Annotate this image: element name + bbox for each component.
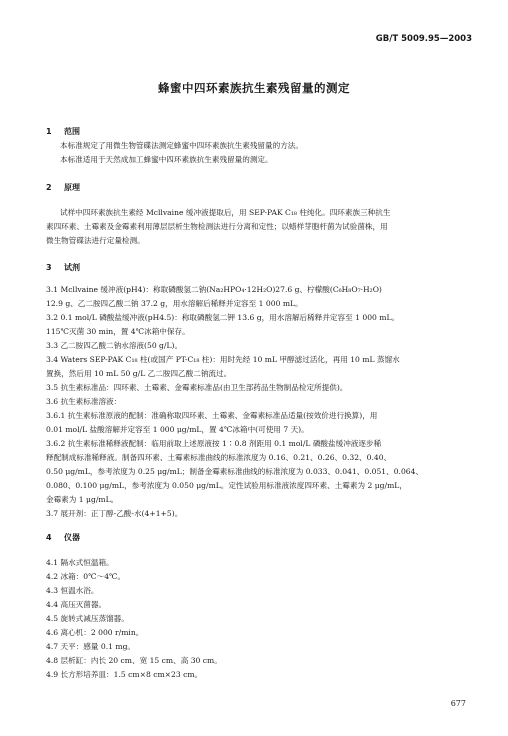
paragraph-line: 0.01 mol/L 盐酸溶解并定容至 1 000 μg/mL，置 4℃冰箱中(可使用 7 天)。 <box>46 425 309 434</box>
section-heading-reagents <box>46 262 80 273</box>
paragraph-line: 4.3 恒温水浴。 <box>46 586 99 595</box>
section-title: 原理 <box>64 183 80 192</box>
section-heading-principle <box>46 182 80 193</box>
section-number: 3 <box>46 263 52 272</box>
section-title: 范围 <box>64 127 80 136</box>
paragraph-line: 置换，然后用 10 mL 50 g/L 乙二胺四乙酸二钠流过。 <box>46 369 232 378</box>
section-title: 试剂 <box>64 263 80 272</box>
paragraph-line: 3.5 抗生素标准品：四环素、土霉素、金霉素标准品(由卫生部药品生物制品检定所提供)。 <box>46 383 348 392</box>
page-number: 677 <box>450 699 466 708</box>
paragraph-line: 3.2 0.1 mol/L 磷酸盐缓冲液(pH4.5)：称取磷酸氢二钾 13.6 g，用水溶解后稀释并定容至 1 000 mL。 <box>46 313 400 322</box>
paragraph-line: 4.8 层析缸：内长 20 cm、宽 15 cm、高 30 cm。 <box>46 656 222 665</box>
paragraph-line: 4.4 高压灭菌器。 <box>46 600 107 609</box>
paragraph-line: 3.1 Mcllvaine 缓冲液(pH4)：称取磷酸氢二钠(Na₂HPO₄·12H₂O)27.6 g、柠檬酸(C₆H₈O₇·H₂O) <box>46 285 382 294</box>
section-number: 2 <box>46 183 52 192</box>
section-title: 仪器 <box>64 533 80 542</box>
paragraph-line: 4.7 天平：感量 0.1 mg。 <box>46 642 136 651</box>
paragraph-line: 3.3 乙二胺四乙酸二钠水溶液(50 g/L)。 <box>46 341 183 350</box>
paragraph-line: 本标准适用于天然成加工蜂蜜中四环素族抗生素残留量的测定。 <box>60 155 273 164</box>
section-heading-scope <box>46 126 80 137</box>
section-heading-apparatus <box>46 532 80 543</box>
paragraph-line: 4.5 旋转式减压蒸馏器。 <box>46 614 129 623</box>
paragraph-line: 3.6.1 抗生素标准原液的配制：准确称取四环素、土霉素、金霉素标准品适量(按效价进行换算)，用 <box>46 411 378 420</box>
paragraph-line: 3.4 Waters SEP-PAK C₁₈ 柱(或国产 PT-C₁₈ 柱)：用时先经 10 mL 甲醇滤过活化，再用 10 mL 蒸馏水 <box>46 355 400 364</box>
paragraph-line: 4.9 长方形培养皿：1.5 cm×8 cm×23 cm。 <box>46 670 203 679</box>
paragraph-line: 12.9 g、乙二胺四乙酸二钠 37.2 g，用水溶解后稀释并定容至 1 000 mL。 <box>46 299 303 308</box>
paragraph-line: 4.1 隔水式恒温箱。 <box>46 558 114 567</box>
paragraph-line: 4.2 冰箱：0℃～4℃。 <box>46 572 126 581</box>
paragraph-line: 0.080、0.100 μg/mL，参考浓度为 0.050 μg/mL。定性试验用标准液浓度四环素、土霉素为 2 μg/mL， <box>46 481 407 490</box>
paragraph-line: 金霉素为 1 μg/mL。 <box>46 495 119 504</box>
paragraph-line: 素四环素、土霉素及金霉素利用薄层层析生物检测法进行分离和定性；以蜡样芽胞杆菌为试验菌株，用 <box>46 222 388 231</box>
paragraph-line: 微生物管碟法进行定量检测。 <box>46 236 145 245</box>
paragraph-line: 本标准规定了用微生物管碟法测定蜂蜜中四环素族抗生素残留量的方法。 <box>60 141 303 150</box>
paragraph-line: 4.6 离心机：2 000 r/min。 <box>46 628 144 637</box>
paragraph-line: 试样中四环素族抗生素经 Mcllvaine 缓冲液提取后，用 SEP-PAK C₁₈ 柱纯化。四环素族三种抗生 <box>60 208 391 217</box>
page-title: 蜂蜜中四环素族抗生素残留量的测定 <box>158 81 350 95</box>
paragraph-line: 0.50 μg/mL，参考浓度为 0.25 μg/mL；制备金霉素标准曲线的标准浓度为 0.033、0.041、0.051、0.064、 <box>46 467 424 476</box>
section-number: 4 <box>46 533 52 542</box>
section-number: 1 <box>46 127 52 136</box>
paragraph-line: 3.7 展开剂：正丁醇-乙酸-水(4+1+5)。 <box>46 509 183 518</box>
paragraph-line: 115℃灭菌 30 min，置 4℃冰箱中保存。 <box>46 327 190 336</box>
paragraph-line: 释配制成标准稀释液。制备四环素、土霉素标准曲线的标准浓度为 0.16、0.21、0.26、0.32、0.40、 <box>46 453 392 462</box>
paragraph-line: 3.6.2 抗生素标准稀释液配制：临用前取上述原液按 1∶0.8 剂距用 0.1 mol/L 磷酸盐缓冲液逐步稀 <box>46 439 382 448</box>
standard-code: GB/T 5009.95—2003 <box>375 34 472 44</box>
paragraph-line: 3.6 抗生素标准溶液： <box>46 397 122 406</box>
